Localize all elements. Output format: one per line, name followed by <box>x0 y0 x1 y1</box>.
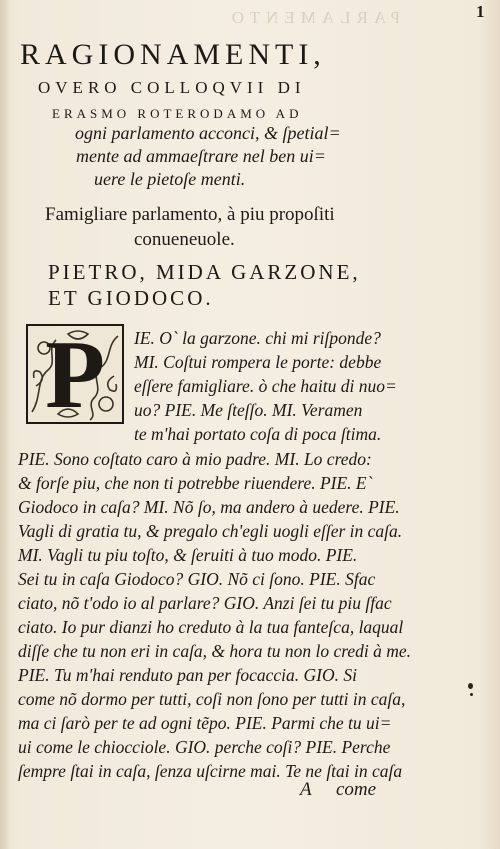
text-line-12: ciato, nõ t'odo io al parlare? GIO. Anzi ſei tu piu ſfac <box>18 593 392 613</box>
subtitle-line-2: mente ad ammaeſtrare nel ben ui= <box>76 146 326 166</box>
text-line-17: ma ci ſarò per te ad ogni tẽpo. PIE. Parmi che tu ui= <box>18 713 392 733</box>
signature-mark: A <box>300 779 312 800</box>
section-heading-line-1: Famigliare parlamento, à piu propoſiti <box>45 204 335 225</box>
text-line-11: Sei tu in caſa Giodoco? GIO. Nõ ci ſono. PIE. Sfac <box>18 569 376 589</box>
bleed-through-text: PARLAMENTO <box>225 8 400 27</box>
text-line-18: ui come le chiocciole. GIO. perche coſi? PIE. Perche <box>18 737 391 757</box>
text-line-7: & forſe piu, che non ti potrebbe riuendere. PIE. E` <box>18 473 373 493</box>
text-line-15: PIE. Tu m'hai renduto pan per focaccia. GIO. Si <box>18 665 357 685</box>
text-line-19: ſempre ſtai in caſa, ſenza uſcirne mai. Te ne ſtai in caſa <box>18 761 403 781</box>
text-line-14: diſſe che tu non eri in caſa, & hora tu non lo credi à me. <box>18 641 412 661</box>
text-line-6: PIE. Sono coſtato caro à mio padre. MI. Lo credo: <box>18 449 372 469</box>
title-line-1: RAGIONAMENTI, <box>20 38 326 71</box>
initial-letter: P <box>45 324 105 424</box>
folio-number: 1 <box>476 2 485 21</box>
subtitle-line-3: uere le pietoſe menti. <box>94 169 246 189</box>
section-heading-line-2: conueneuole. <box>134 229 235 250</box>
text-line-5: te m'hai portato coſa di poca ſtima. <box>134 424 382 444</box>
title-line-2: OVERO COLLOQVII DI <box>38 78 306 97</box>
text-line-10: MI. Vagli tu piu toſto, & ſeruiti à tuo modo. PIE. <box>18 545 358 565</box>
speakers-line-2: ET GIODOCO. <box>48 286 214 310</box>
text-line-3: eſſere famigliare. ò che haitu di nuo= <box>134 376 397 396</box>
page-gutter-shadow <box>0 0 10 849</box>
catchword: come <box>336 779 377 800</box>
text-line-2: MI. Coſtui rompera le porte: debbe <box>134 352 382 372</box>
text-line-9: Vagli di gratia tu, & pregalo ch'egli uogli eſſer in caſa. <box>18 521 403 541</box>
subtitle-line-1: ogni parlamento acconci, & ſpetial= <box>75 123 341 143</box>
ink-speck <box>468 683 473 689</box>
decorated-initial <box>26 324 124 424</box>
ink-speck <box>470 693 473 696</box>
title-line-3: ERASMO ROTERODAMO AD <box>52 106 303 121</box>
text-line-8: Giodoco in caſa? MI. Nõ ſo, ma andero à uedere. PIE. <box>18 497 400 517</box>
text-line-1: IE. O` la garzone. chi mi riſponde? <box>134 328 381 348</box>
text-line-16: come nõ dormo per tutti, coſi non ſono per tutti in caſa, <box>18 689 406 709</box>
speakers-line-1: PIETRO, MIDA GARZONE, <box>48 260 361 284</box>
text-line-4: uo? PIE. Me ſteſſo. MI. Veramen <box>134 400 363 420</box>
text-line-13: ciato. Io pur dianzi ho creduto à la tua fanteſca, laqual <box>18 617 404 637</box>
